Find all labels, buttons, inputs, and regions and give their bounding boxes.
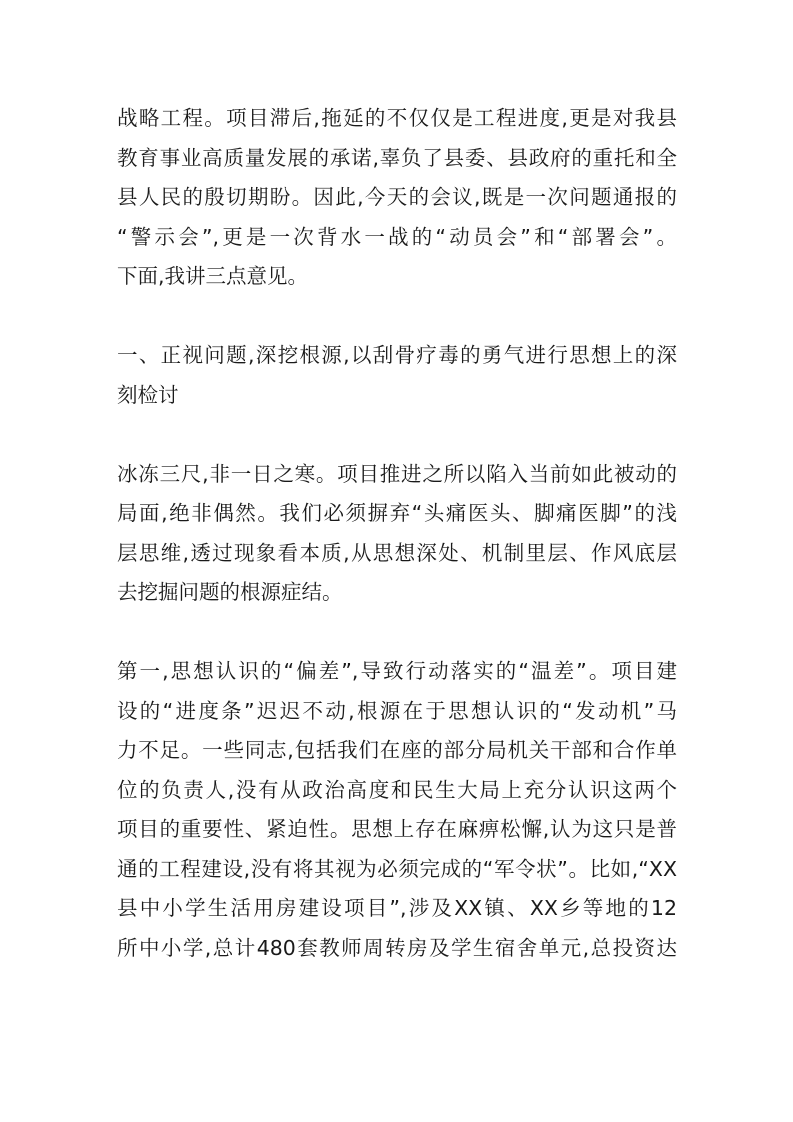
text-line: 通的工程建设,没有将其视为必须完成的“军令状”。比如,“XX [117,856,677,881]
text-line: 层思维,透过现象看本质,从思想深处、机制里层、作风底层 [117,540,677,565]
paragraph-gap [117,297,677,337]
section-heading-1 [117,336,677,415]
text-line: “警示会”,更是一次背水一战的“动员会”和“部署会”。 [117,224,677,249]
text-line: 下面,我讲三点意见。 [117,264,309,288]
paragraph-gap [117,613,677,653]
paragraph-first-point [117,652,677,968]
text-line: 位的负责人,没有从政治高度和民生大局上充分认识这两个 [117,777,677,802]
text-line: 县中小学生活用房建设项目”,涉及XX镇、XX乡等地的12 [117,896,677,920]
paragraph-root-cause [117,455,677,613]
text-line: 第一,思想认识的“偏差”,导致行动落实的“温差”。项目建 [117,659,677,683]
text-line: 去挖掘问题的根源症结。 [117,580,343,604]
text-line: 教育事业高质量发展的承诺,辜负了县委、县政府的重托和全 [117,145,677,170]
text-line: 局面,绝非偶然。我们必须摒弃“头痛医头、脚痛医脚”的浅 [117,501,677,525]
text-line: 县人民的殷切期盼。因此,今天的会议,既是一次问题通报的 [117,185,677,209]
heading-line: 一、正视问题,深挖根源,以刮骨疗毒的勇气进行思想上的深 [117,343,677,367]
text-line: 战略工程。项目滞后,拖延的不仅仅是工程进度,更是对我县 [117,106,677,130]
document-body [117,99,677,968]
paragraph-intro [117,99,677,297]
text-line: 所中小学,总计480套教师周转房及学生宿舍单元,总投资达 [117,935,677,960]
heading-line: 刻检讨 [117,382,179,407]
text-line: 设的“进度条”迟迟不动,根源在于思想认识的“发动机”马 [117,698,677,723]
text-line: 力不足。一些同志,包括我们在座的部分局机关干部和合作单 [117,738,677,762]
paragraph-gap [117,415,677,455]
text-line: 冰冻三尺,非一日之寒。项目推进之所以陷入当前如此被动的 [117,461,677,486]
text-line: 项目的重要性、紧迫性。思想上存在麻痹松懈,认为这只是普 [117,817,677,841]
